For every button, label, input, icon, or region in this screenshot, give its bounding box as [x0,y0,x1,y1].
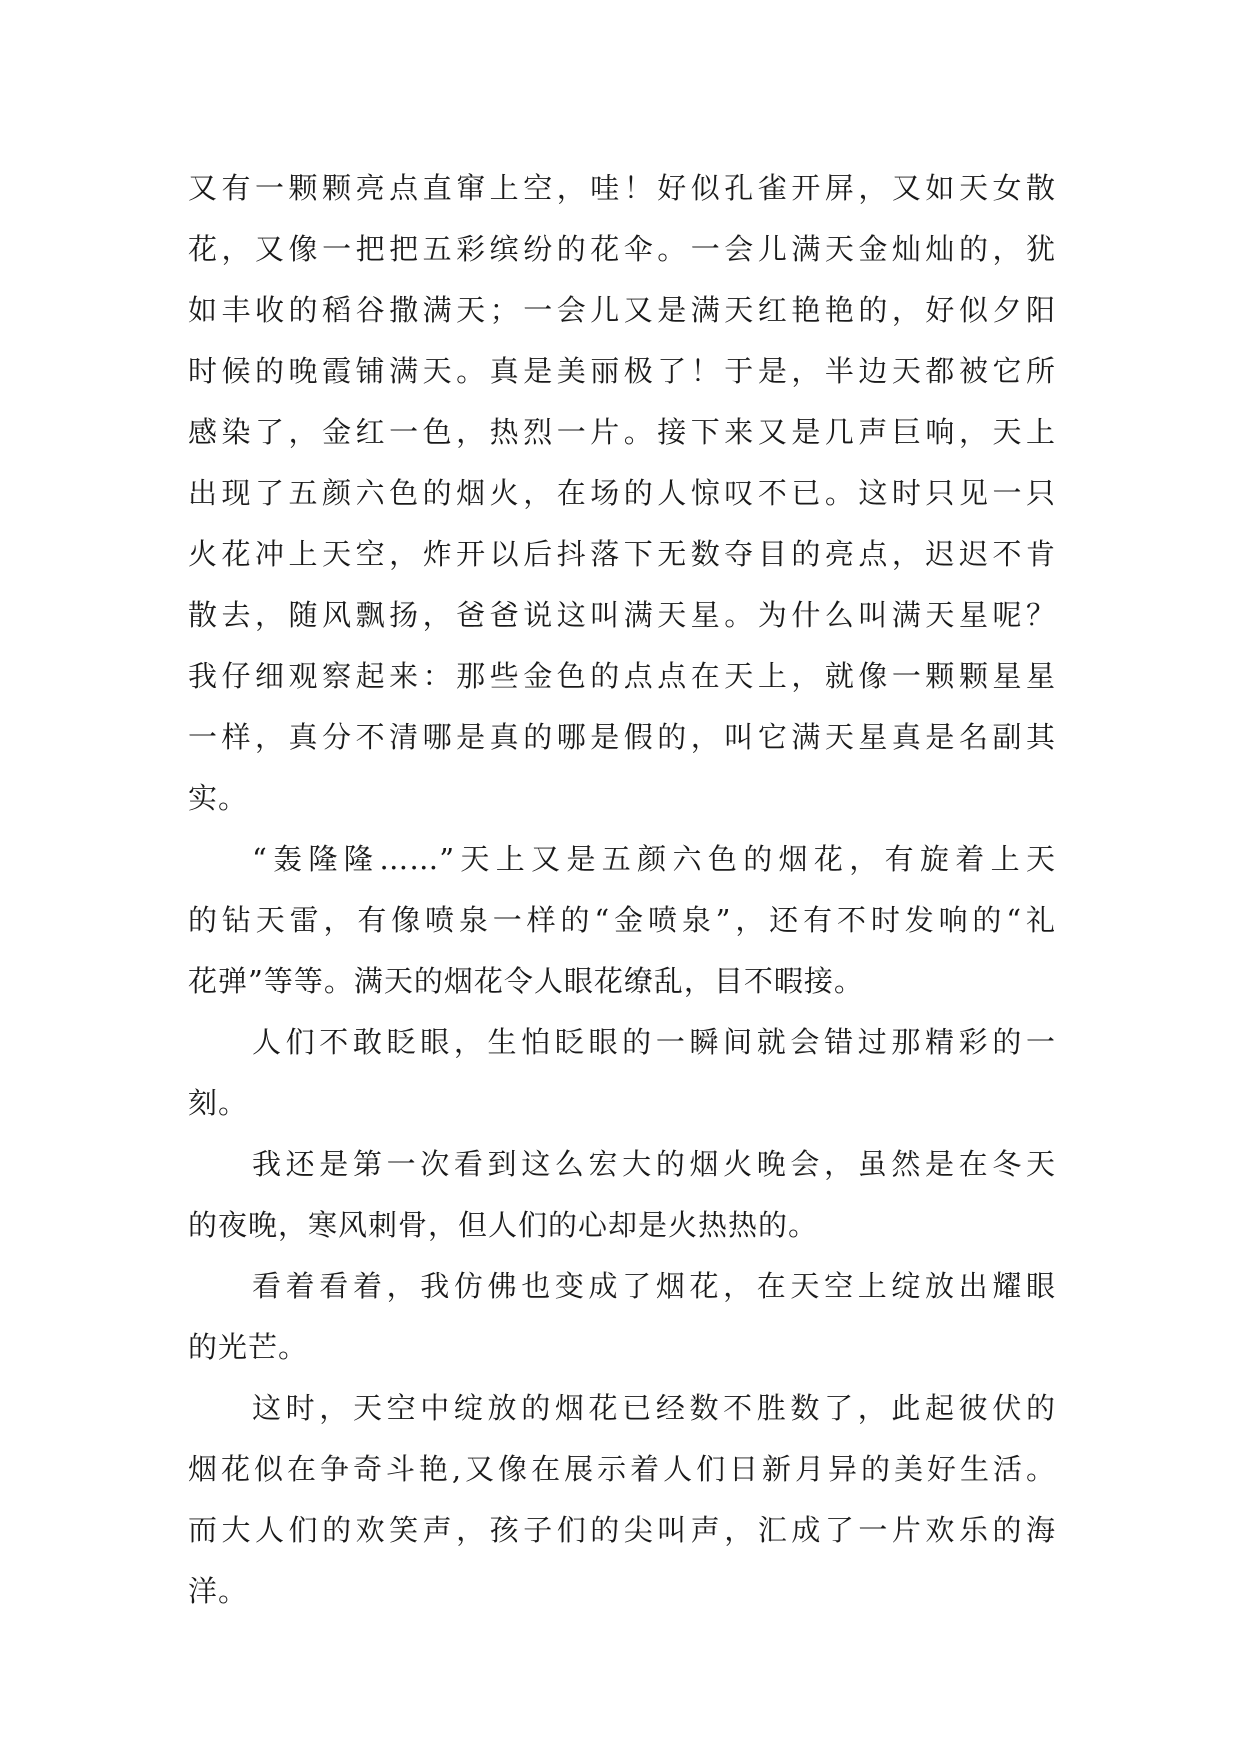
text-line: 看着看着，我仿佛也变成了烟花，在天空上绽放出耀眼 [252,1269,1056,1303]
text-line: 我还是第一次看到这么宏大的烟火晚会，虽然是在冬天 [252,1147,1056,1181]
text-line: 的光芒。 [188,1330,309,1364]
text-line: 烟花似在争奇斗艳,又像在展示着人们日新月异的美好生活。 [188,1452,1056,1486]
text-line: 花弹”等等。满天的烟花令人眼花缭乱，目不暇接。 [188,964,864,998]
text-line: 的钻天雷，有像喷泉一样的“金喷泉”，还有不时发响的“礼 [188,903,1056,937]
text-line: “轰隆隆……”天上又是五颜六色的烟花，有旋着上天 [252,842,1056,876]
text-line: 出现了五颜六色的烟火，在场的人惊叹不已。这时只见一只 [188,476,1056,510]
text-line: 这时，天空中绽放的烟花已经数不胜数了，此起彼伏的 [252,1391,1056,1425]
text-line: 的夜晚，寒风刺骨，但人们的心却是火热热的。 [188,1208,819,1242]
text-line: 人们不敢眨眼，生怕眨眼的一瞬间就会错过那精彩的一 [252,1025,1056,1059]
text-line: 一样，真分不清哪是真的哪是假的，叫它满天星真是名副其 [188,720,1056,754]
text-line: 而大人们的欢笑声，孩子们的尖叫声，汇成了一片欢乐的海 [188,1513,1056,1547]
text-line: 火花冲上天空，炸开以后抖落下无数夺目的亮点，迟迟不肯 [188,537,1056,571]
text-line: 如丰收的稻谷撒满天；一会儿又是满天红艳艳的，好似夕阳 [188,293,1056,327]
text-line: 刻。 [188,1086,249,1120]
body-text [188,158,1056,1622]
text-line: 又有一颗颗亮点直窜上空，哇！好似孔雀开屏，又如天女散 [188,171,1056,205]
text-line: 时候的晚霞铺满天。真是美丽极了！于是，半边天都被它所 [188,354,1056,388]
text-line: 实。 [188,781,249,815]
text-line: 洋。 [188,1574,249,1608]
text-line: 散去，随风飘扬，爸爸说这叫满天星。为什么叫满天星呢？ [188,598,1056,632]
text-line: 感染了，金红一色，热烈一片。接下来又是几声巨响，天上 [188,415,1056,449]
text-line: 花，又像一把把五彩缤纷的花伞。一会儿满天金灿灿的，犹 [188,232,1056,266]
text-line: 我仔细观察起来：那些金色的点点在天上，就像一颗颗星星 [188,659,1056,693]
